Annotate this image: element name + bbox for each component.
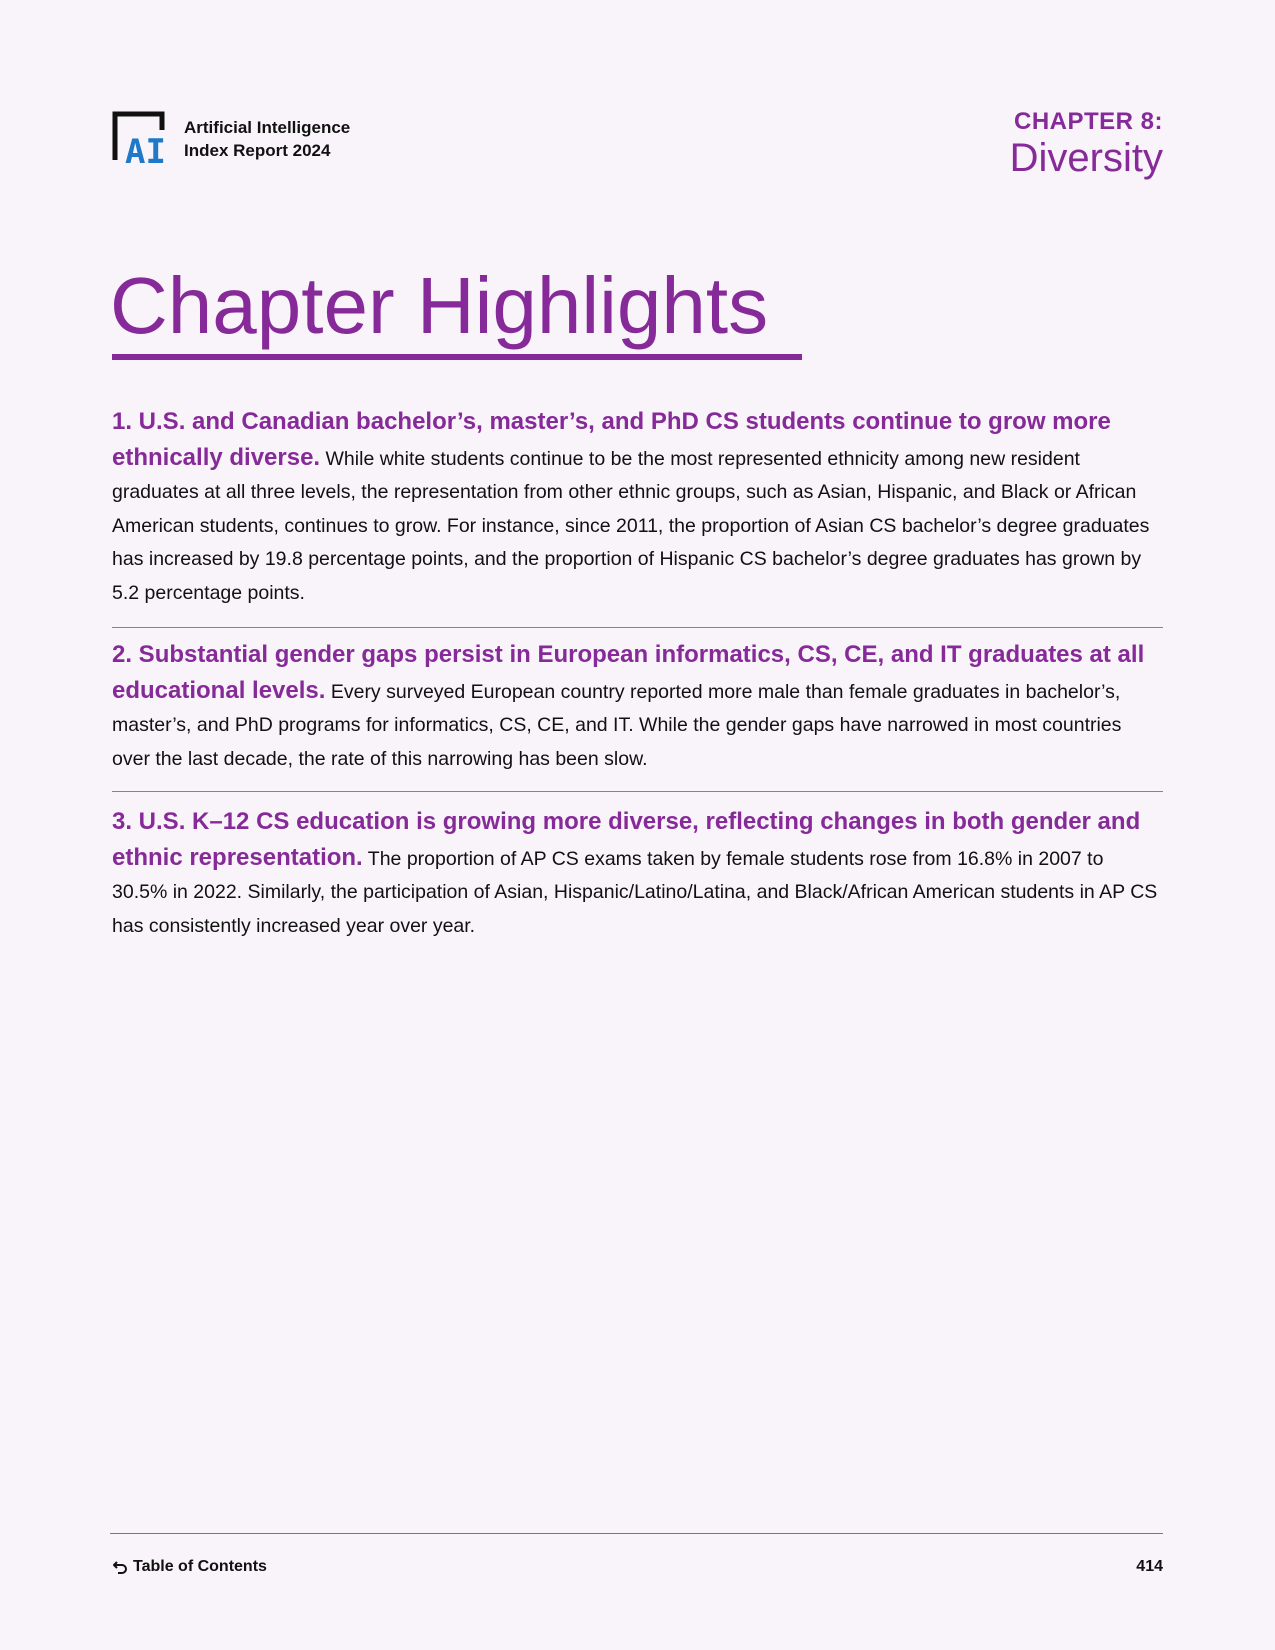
highlight-item: [112, 405, 1163, 610]
return-arrow-icon: [112, 1559, 128, 1575]
footer-divider: [110, 1533, 1163, 1534]
report-name-line1: Artificial Intelligence: [184, 118, 351, 137]
page-title: Chapter Highlights: [110, 261, 769, 350]
chapter-heading: [1010, 108, 1163, 180]
page-number: 414: [1136, 1558, 1163, 1575]
report-logo: [112, 110, 350, 168]
logo-mark-text: AI: [125, 132, 166, 168]
title-underline: [112, 354, 802, 360]
highlight-item: [112, 805, 1163, 943]
chapter-label: CHAPTER 8:: [1013, 108, 1163, 135]
highlight-body: While white students continue to be the most represented ethnicity among new resident graduates at all three levels, the representation from other ethnic groups, such as Asian, Hispanic, and Black or African American students, continues to grow. For instance, since 2011, the proportion of Asian CS bachelor’s degree graduates has increased by 19.8 percentage points, and the proportion of Hispanic CS bachelor’s degree graduates has grown by 5.2 percentage points.: [112, 447, 1150, 604]
highlight-lead: 1. U.S. and Canadian bachelor’s, master’s, and PhD CS students continue to grow more ethnically diverse.: [112, 408, 1111, 471]
highlight-body: Every surveyed European country reported more male than female graduates in bachelor’s, master’s, and PhD programs for informatics, CS, CE, and IT. While the gender gaps have narrowed in most countries over the last decade, the rate of this narrowing has been slow.: [112, 680, 1122, 770]
table-of-contents-link[interactable]: [112, 1558, 267, 1576]
highlight-lead: 2. Substantial gender gaps persist in European informatics, CS, CE, and IT graduates at all educational levels.: [112, 641, 1145, 704]
report-name-line2: Index Report 2024: [184, 141, 331, 160]
table-of-contents-label[interactable]: Table of Contents: [133, 1558, 267, 1575]
highlight-lead: 3. U.S. K–12 CS education is growing more diverse, reflecting changes in both gender and ethnic representation.: [112, 808, 1141, 871]
section-divider: [112, 627, 1163, 628]
chapter-name: Diversity: [1009, 136, 1163, 180]
ai-index-logo-icon: [112, 110, 170, 168]
section-divider: [112, 791, 1163, 792]
highlight-item: [112, 638, 1163, 776]
report-name: [184, 116, 350, 162]
highlight-body: The proportion of AP CS exams taken by female students rose from 16.8% in 2007 to 30.5% in 2022. Similarly, the participation of Asian, Hispanic/Latino/Latina, and Black/African American students in AP CS has consistently increased year over year.: [112, 847, 1158, 937]
